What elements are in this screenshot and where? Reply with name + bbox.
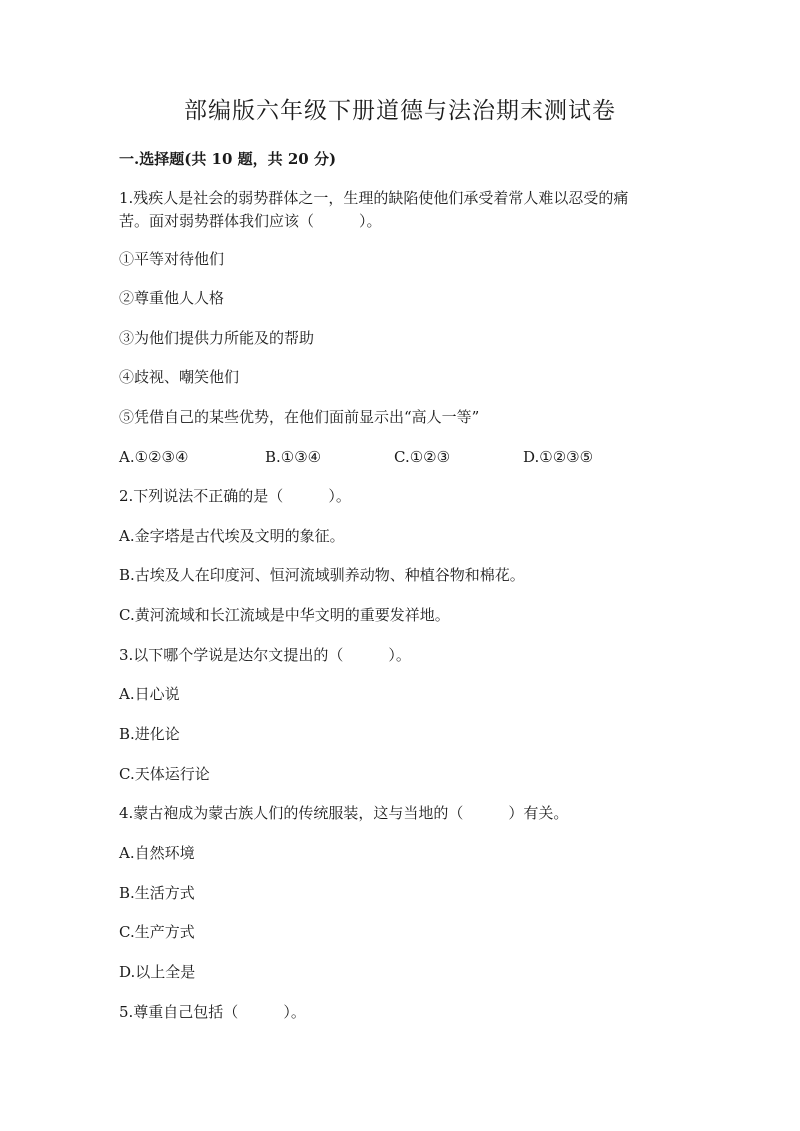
question-1-statement-5: ⑤凭借自己的某些优势，在他们面前显示出“高人一等”: [119, 408, 480, 426]
section-heading: 一.选择题(共 10 题，共 20 分): [119, 150, 337, 168]
question-1-statement-3: ③为他们提供力所能及的帮助: [119, 329, 315, 347]
question-1-statement-4: ④歧视、嘲笑他们: [119, 368, 240, 386]
question-2-option-a: A.金字塔是古代埃及文明的象征。: [119, 527, 345, 545]
question-1-stem-line1: 1.残疾人是社会的弱势群体之一，生理的缺陷使他们承受着常人难以忍受的痛: [119, 189, 629, 207]
question-1-options: [119, 446, 719, 468]
question-1-statement-1: ①平等对待他们: [119, 250, 225, 268]
question-1-stem-line2: 苦。面对弱势群体我们应该（ ）。: [119, 212, 382, 230]
question-1-option-a: A.①②③④: [119, 448, 189, 466]
question-2-stem: 2.下列说法不正确的是（ ）。: [119, 487, 351, 505]
question-1-option-c: C.①②③: [394, 448, 451, 466]
question-1-option-d: D.①②③⑤: [523, 448, 594, 466]
question-2-option-c: C.黄河流域和长江流域是中华文明的重要发祥地。: [119, 606, 450, 624]
question-4-stem: 4.蒙古袍成为蒙古族人们的传统服装，这与当地的（ ）有关。: [119, 804, 569, 822]
question-3-option-a: A.日心说: [119, 685, 180, 703]
question-4-option-a: A.自然环境: [119, 844, 195, 862]
question-3-stem: 3.以下哪个学说是达尔文提出的（ ）。: [119, 646, 411, 664]
question-2-option-b: B.古埃及人在印度河、恒河流域驯养动物、种植谷物和棉花。: [119, 566, 525, 584]
question-4-option-d: D.以上全是: [119, 963, 196, 981]
question-3-option-c: C.天体运行论: [119, 765, 210, 783]
question-4-option-c: C.生产方式: [119, 923, 195, 941]
question-1-option-b: B.①③④: [265, 448, 322, 466]
question-1-statement-2: ②尊重他人人格: [119, 289, 225, 307]
question-5-stem: 5.尊重自己包括（ ）。: [119, 1003, 306, 1021]
question-3-option-b: B.进化论: [119, 725, 180, 743]
document-title: 部编版六年级下册道德与法治期末测试卷: [184, 98, 616, 124]
question-4-option-b: B.生活方式: [119, 884, 195, 902]
